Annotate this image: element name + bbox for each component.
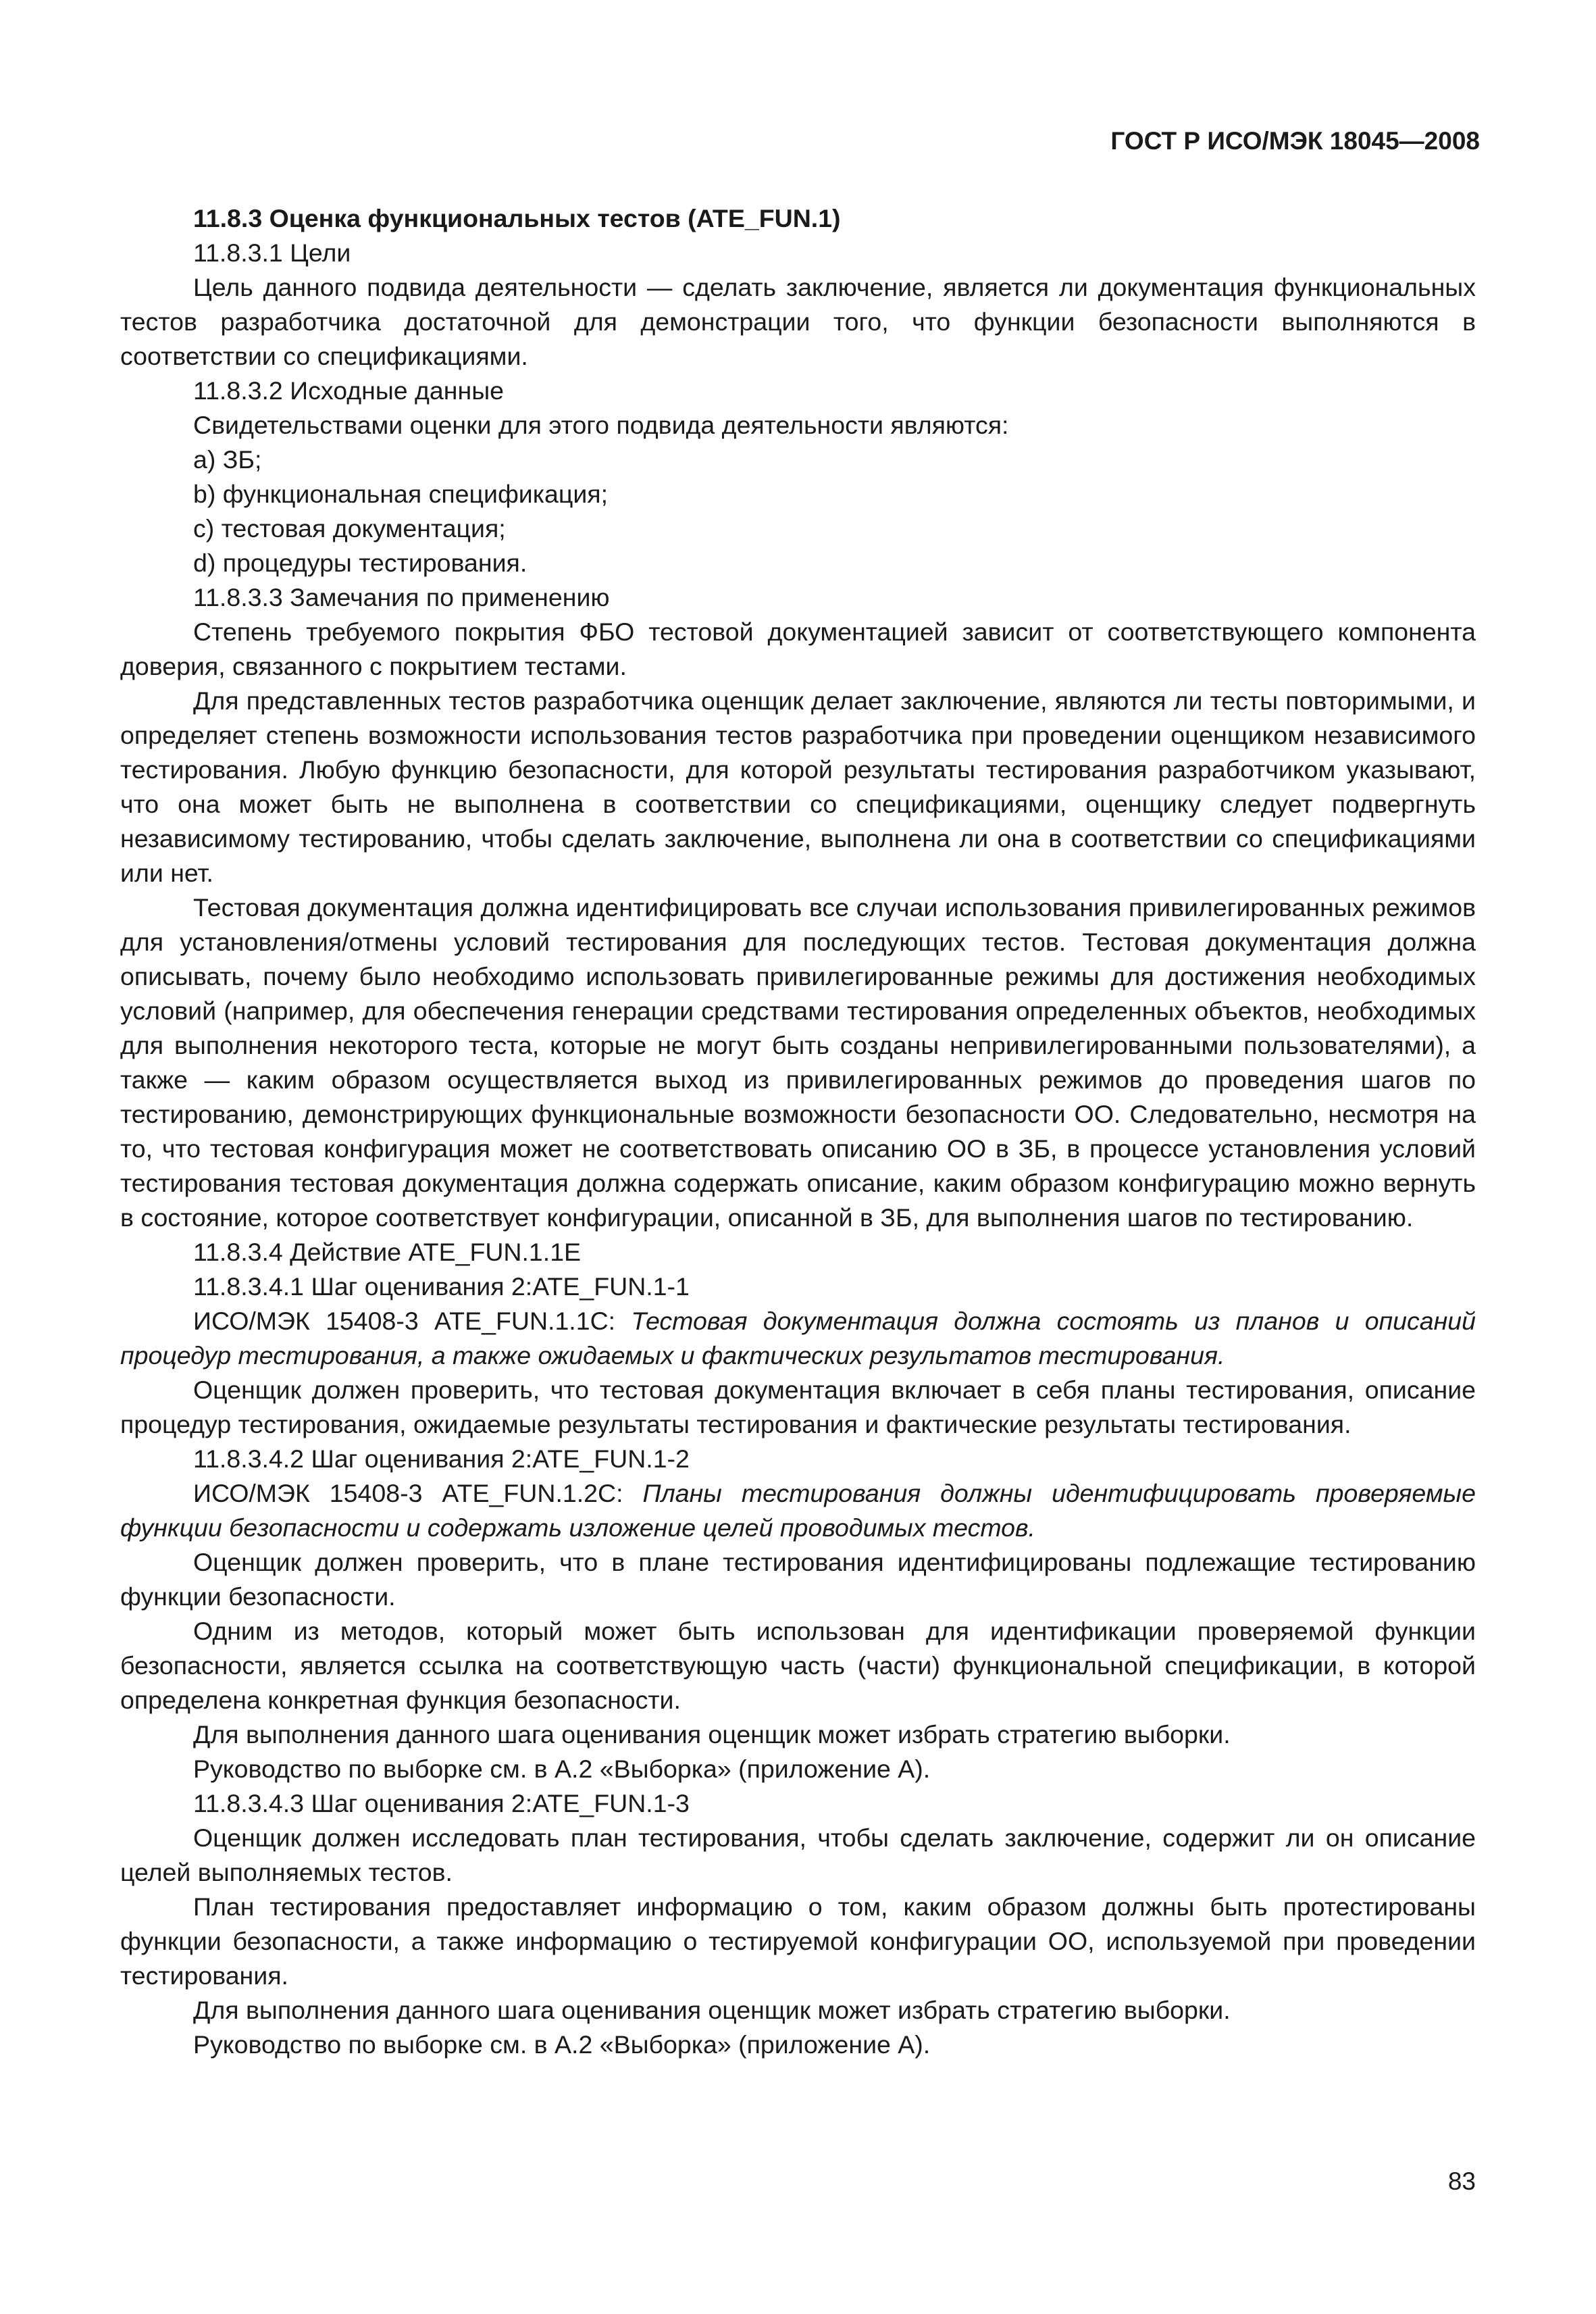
paragraph: Для представленных тестов разработчика оценщик делает заключение, являются ли тесты повторимыми, и определяет степень возможности использования тестов разработчика при проведении оценщиком независимого тестирования. Любую функцию безопасности, для которой результаты тестирования разработчиком указывают, что она может быть не выполнена в соответствии со спецификациями, оценщику следует подвергнуть независимому тестированию, чтобы сделать заключение, выполнена ли она в соответствии со спецификациями или нет.	[120, 686, 1476, 887]
paragraph: Цель данного подвида деятельности — сделать заключение, является ли документация функциональных тестов разработчика достаточной для демонстрации того, что функции безопасности выполняются в соответствии со спецификациями.	[120, 273, 1476, 370]
list-item: d) процедуры тестирования.	[193, 549, 527, 577]
list-item: а) ЗБ;	[193, 445, 262, 474]
paragraph: Свидетельствами оценки для этого подвида деятельности являются:	[193, 411, 1009, 439]
subsection-heading: 11.8.3.4 Действие ATE_FUN.1.1E	[193, 1238, 582, 1266]
requirement-paragraph	[120, 1476, 1476, 1545]
requirement-text: Тестовая документация должна состоять из планов и описаний процедур тестирования, а также ожидаемых и фактических результатов тестирования.	[120, 1307, 1476, 1369]
page-number: 83	[1447, 2167, 1476, 2195]
paragraph: Для выполнения данного шага оценивания оценщик может избрать стратегию выборки.	[193, 1720, 1231, 1749]
paragraph: Оценщик должен проверить, что тестовая документация включает в себя планы тестирования, описание процедур тестирования, ожидаемые результаты тестирования и фактические результаты тестирования.	[120, 1376, 1476, 1438]
paragraph: Руководство по выборке см. в А.2 «Выборка» (приложение А).	[193, 2030, 931, 2059]
paragraph: Степень требуемого покрытия ФБО тестовой документацией зависит от соответствующего компонента доверия, связанного с покрытием тестами.	[120, 618, 1476, 680]
paragraph: Оценщик должен проверить, что в плане тестирования идентифицированы подлежащие тестированию функции безопасности.	[120, 1548, 1476, 1611]
requirement-label: ИСО/МЭК 15408-3 ATE_FUN.1.2C:	[193, 1479, 623, 1507]
subsection-heading: 11.8.3.1 Цели	[193, 238, 351, 267]
subsection-heading: 11.8.3.4.2 Шаг оценивания 2:ATE_FUN.1-2	[193, 1444, 690, 1473]
paragraph: Руководство по выборке см. в А.2 «Выборка» (приложение А).	[193, 1755, 931, 1783]
subsection-heading: 11.8.3.3 Замечания по применению	[193, 583, 610, 611]
paragraph: Одним из методов, который может быть использован для идентификации проверяемой функции безопасности, является ссылка на соответствующую часть (части) функциональной спецификации, в которой определена конкретная функция безопасности.	[120, 1617, 1476, 1714]
paragraph: Для выполнения данного шага оценивания оценщик может избрать стратегию выборки.	[193, 1996, 1231, 2024]
requirement-paragraph	[120, 1304, 1476, 1373]
list-item: b) функциональная спецификация;	[193, 480, 608, 508]
document-body	[120, 201, 1476, 2062]
list-item: c) тестовая документация;	[193, 514, 506, 543]
paragraph: План тестирования предоставляет информацию о том, каким образом должны быть протестированы функции безопасности, а также информацию о тестируемой конфигурации ОО, используемой при проведении тестирования.	[120, 1892, 1476, 1990]
page-header-title: ГОСТ Р ИСО/МЭК 18045—2008	[1110, 127, 1480, 155]
section-heading: 11.8.3 Оценка функциональных тестов (ATE_FUN.1)	[193, 204, 841, 232]
subsection-heading: 11.8.3.4.3 Шаг оценивания 2:ATE_FUN.1-3	[193, 1789, 690, 1817]
subsection-heading: 11.8.3.4.1 Шаг оценивания 2:ATE_FUN.1-1	[193, 1272, 690, 1301]
requirement-label: ИСО/МЭК 15408-3 ATE_FUN.1.1C:	[193, 1307, 616, 1335]
requirement-text: Планы тестирования должны идентифицировать проверяемые функции безопасности и содержать изложение целей проводимых тестов.	[120, 1479, 1476, 1542]
paragraph: Оценщик должен исследовать план тестирования, чтобы сделать заключение, содержит ли он описание целей выполняемых тестов.	[120, 1823, 1476, 1886]
paragraph: Тестовая документация должна идентифицировать все случаи использования привилегированных режимов для установления/отмены условий тестирования для последующих тестов. Тестовая документация должна описывать, почему было необходимо использовать привилегированные режимы для достижения необходимых условий (например, для обеспечения генерации средствами тестирования определенных объектов, необходимых для выполнения некоторого теста, которые не могут быть созданы непривилегированными пользователями), а также — каким образом осуществляется выход из привилегированных режимов до проведения шагов по тестированию, демонстрирующих функциональные возможности безопасности ОО. Следовательно, несмотря на то, что тестовая конфигурация может не соответствовать описанию ОО в ЗБ, в процессе установления условий тестирования тестовая документация должна содержать описание, каким образом конфигурацию можно вернуть в состояние, которое соответствует конфигурации, описанной в ЗБ, для выполнения шагов по тестированию.	[120, 893, 1476, 1232]
subsection-heading: 11.8.3.2 Исходные данные	[193, 376, 505, 405]
